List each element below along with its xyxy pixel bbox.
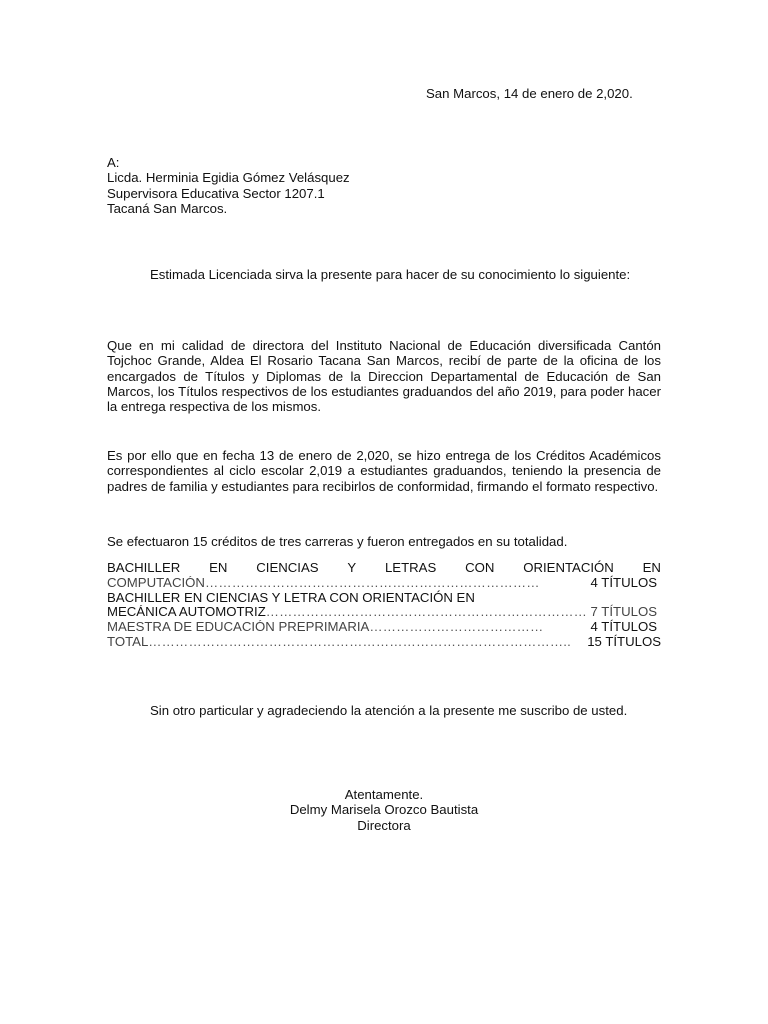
recipient-salutation: A: (107, 155, 120, 170)
date-line: San Marcos, 14 de enero de 2,020. (426, 86, 633, 101)
title-item-1-heading (107, 561, 661, 576)
recipient-block (107, 155, 350, 216)
signer-title: Directora (357, 817, 411, 833)
title-total-count: 15 TÍTULOS (587, 633, 661, 649)
title-word: ORIENTACIÓN (523, 560, 614, 575)
title-item-1-dots: ………………………………………………………………… (204, 575, 540, 590)
title-total-dots: ………………………………………………………………………………….. (148, 634, 572, 649)
titles-list (107, 561, 661, 650)
title-total-row (107, 635, 661, 650)
title-item-1-count: 4 TÍTULOS (590, 574, 657, 590)
title-word: BACHILLER (107, 560, 181, 575)
title-item-2-name: MECÁNICA AUTOMOTRIZ (107, 605, 266, 620)
recipient-role: Supervisora Educativa Sector 1207.1 (107, 185, 325, 201)
title-word: EN (642, 560, 661, 575)
farewell: Atentamente. (344, 787, 424, 802)
title-item-2-count: 7 TÍTULOS (590, 604, 657, 620)
title-item-3-dots: ………………………………… (369, 620, 544, 635)
title-item-1-words (107, 561, 661, 576)
title-item-2-row (107, 605, 661, 620)
title-item-1-row (107, 576, 661, 591)
closing-paragraph: Sin otro particular y agradeciendo la atención a la presente me suscribo de usted. (150, 703, 628, 718)
opening-paragraph: Estimada Licenciada sirva la presente para hacer de su conocimiento lo siguiente: (150, 267, 631, 282)
recipient-name: Licda. Herminia Egidia Gómez Velásquez (107, 170, 350, 186)
signer-name: Delmy Marisela Orozco Bautista (289, 802, 479, 818)
title-total-label: TOTAL (107, 634, 149, 649)
title-word: Y (347, 560, 357, 575)
title-word: CON (465, 560, 495, 575)
title-item-3-count: 4 TÍTULOS (590, 619, 657, 635)
title-word: CIENCIAS (256, 560, 319, 575)
title-item-2-heading (107, 591, 661, 606)
body-paragraph-1: Que en mi calidad de directora del Instituto Nacional de Educación diversificada Cantón Tojchoc Grande, Aldea El Rosario Tacana San Marcos, recibí de parte de la oficina de los encargados de Títulos y Diplomas de la Direccion Departamental de Educación de San Marcos, los Títulos respectivos de los estudiantes graduandos del año 2019, para poder hacer la entrega respectiva de los mismos. (107, 338, 661, 415)
title-item-2-dots: ……………………………………………………………… (265, 605, 588, 620)
title-item-2-line1: BACHILLER EN CIENCIAS Y LETRA CON ORIENTACIÓN EN (107, 589, 475, 605)
body-paragraph-2: Es por ello que en fecha 13 de enero de 2,020, se hizo entrega de los Créditos Académicos correspondientes al ciclo escolar 2,019 a estudiantes graduandos, teniendo la presencia de padres de familia y estudiantes para recibirlos de conformidad, firmando el formato respectivo. (107, 448, 661, 494)
body-paragraph-3: Se efectuaron 15 créditos de tres carreras y fueron entregados en su totalidad. (107, 534, 568, 549)
title-item-3-name: MAESTRA DE EDUCACIÓN PREPRIMARIA (107, 620, 370, 635)
title-word: EN (209, 560, 228, 575)
title-item-3-row (107, 620, 661, 635)
signature-block (107, 787, 661, 833)
title-item-1-name: COMPUTACIÓN (107, 575, 205, 590)
title-word: LETRAS (384, 560, 437, 575)
recipient-location: Tacaná San Marcos. (107, 200, 228, 216)
